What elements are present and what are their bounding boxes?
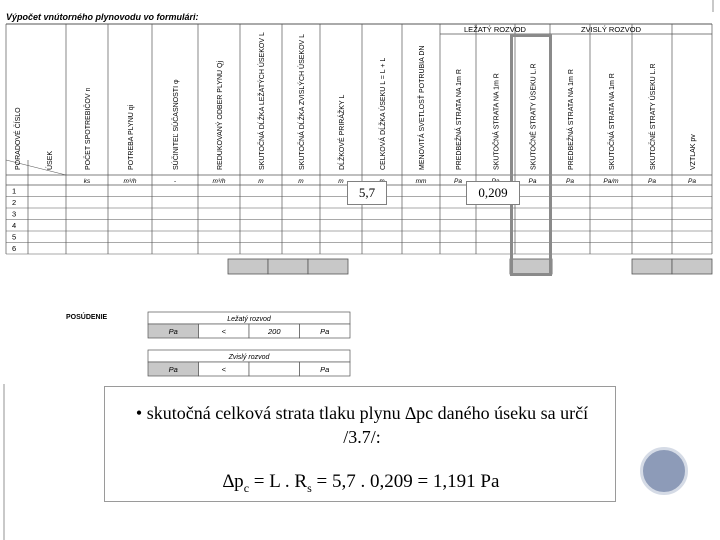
highlighted-column [510,34,552,276]
group-headers [464,25,642,34]
formula-start: ∆p [222,471,244,492]
left-decoration-line [3,384,5,540]
callout-loss: 0,209 [466,181,520,205]
row-number: 6 [12,244,17,253]
row-number: 3 [12,209,17,219]
unit-label: m [298,178,304,185]
formula-mid: = L . R [249,471,308,492]
unit-label: m [338,178,344,185]
column-header: POČET SPOTREBIČOV n [85,87,92,170]
unit-label: Pa [528,178,537,185]
unit-label: - [173,178,177,185]
column-header: PREDBEŽNÁ STRATA NA 1m R [456,69,463,170]
decorative-circle [640,447,688,495]
unit-label: m [258,178,264,185]
lezaty-title: Ležatý rozvod [227,316,271,323]
formula-end: = 5,7 . 0,209 = 1,191 Pa [311,471,500,492]
formula-sub-s: s [307,480,312,495]
row-number: 2 [12,198,17,207]
row-number: 5 [12,232,17,242]
lezaty-value: Pa [320,327,330,336]
column-header: VZTLAK pv [690,134,697,170]
column-headers [13,32,697,170]
totals-cell [228,259,268,274]
unit-label: Pa/m [603,178,619,185]
zvisly-value: Pa [168,365,178,374]
zvisly-value: < [221,365,226,374]
form-title: Výpočet vnútorného plynovodu vo formulári: [6,12,199,22]
unit-label: m³/h [212,178,226,185]
column-header: MENOVITÁ SVETLOSŤ POTRUBIA DN [419,45,426,170]
totals-row [228,259,712,274]
posudenie-label: POSÚDENIE [66,314,108,321]
column-header: SKUTOČNÁ STRATA NA 1m R [609,73,616,170]
column-header: DĹŽKOVÉ PRIRÁŽKY L [339,94,346,170]
unit-label: m³/h [123,178,137,185]
explanation-box [104,386,616,502]
column-header: PREDBEŽNÁ STRATA NA 1m R [568,69,575,170]
column-header: SKUTOČNÉ STRATY ÚSEKU L.R [530,63,538,170]
group-header-zvisly: ZVISLÝ ROZVOD [580,25,642,34]
zvisly-title: Zvislý rozvod [228,354,270,361]
column-header: REDUKOVANÝ ODBER PLYNU Qj [217,60,224,170]
row-number: 4 [12,221,17,230]
unit-label: ks [83,178,91,185]
column-header: PORADOVÉ ČÍSLO [15,107,22,170]
form-grid [6,24,712,254]
unit-label: Pa [566,178,574,185]
column-header: POTREBA PLYNU qi [128,104,135,170]
unit-label: Pa [688,178,696,185]
lezaty-value: < [221,327,226,336]
formula-sub-c: c [243,480,250,495]
unit-label: mm [415,178,427,185]
totals-cell [308,259,348,274]
group-header-lezaty: LEŽATÝ ROZVOD [464,25,526,34]
column-header: SKUTOČNÉ STRATY ÚSEKU L.R [650,63,657,170]
totals-cell [672,259,712,274]
bullet-text: • skutočná celková strata tlaku plynu ∆pc daného úseku sa určí /3.7/: [135,403,589,447]
callout-length: 5,7 [347,181,387,205]
column-header: SKUTOČNÁ DĹŽKA ZVISLÝCH ÚSEKOV L [299,33,306,170]
column-header: SKUTOČNÁ DĹŽKA LEŽATÝCH ÚSEKOV L [259,32,266,170]
totals-cell [632,259,672,274]
zvisly-cell [249,362,300,376]
column-header: CELKOVÁ DĹŽKA ÚSEKU L = L + L [380,57,387,170]
unit-row [84,178,697,185]
formula [105,471,617,496]
unit-label: Pa [454,178,462,185]
column-header: SKUTOČNÁ STRATA NA 1m R [493,73,501,170]
row-number: 1 [12,186,17,196]
lezaty-value: Pa [168,327,178,336]
posudenie-section [66,312,350,376]
lezaty-value: 200 [267,327,281,336]
unit-label: Pa [648,178,656,185]
totals-cell [268,259,308,274]
column-header: SÚČINITEĽ SÚČASNOSTI φ [173,79,180,170]
column-header-usek: ÚSEK [47,150,54,170]
zvisly-value: Pa [320,365,330,374]
